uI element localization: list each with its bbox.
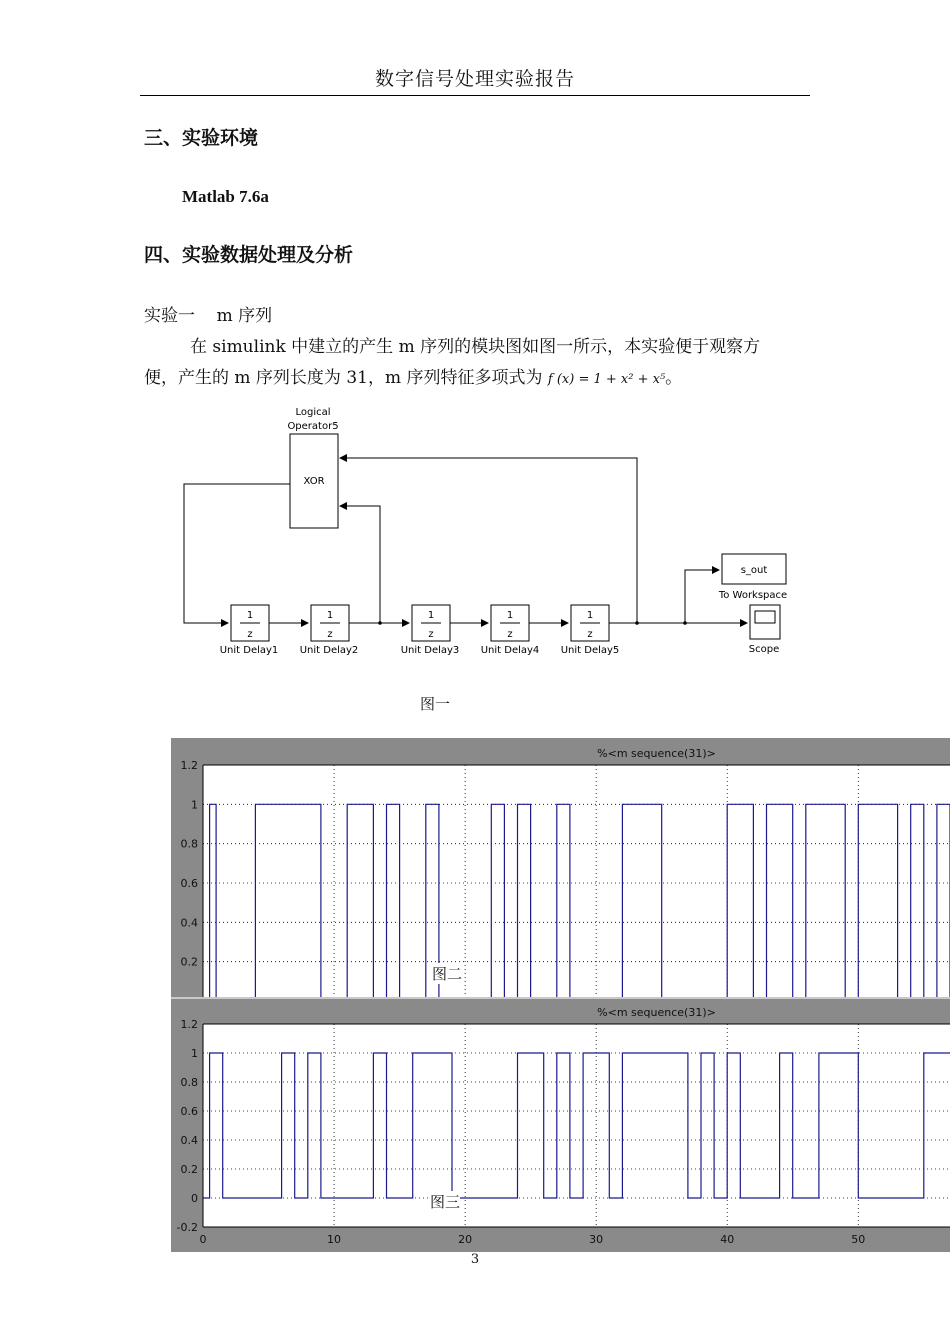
y-tick-label: 0.8: [180, 1076, 198, 1089]
x-tick-label: 20: [458, 1233, 473, 1246]
paragraph-line-1: 在 simulink 中建立的产生 m 序列的模块图如图一所示，本实验便于观察方: [190, 337, 761, 357]
unit-delay-3[interactable]: [401, 605, 460, 656]
page-header: 数字信号处理实验报告: [374, 68, 575, 90]
x-tick-label: 50: [851, 1233, 866, 1246]
chart-bottom: [171, 998, 950, 1252]
y-tick-label: 0.6: [180, 1105, 198, 1118]
unit-delay-2[interactable]: [300, 605, 359, 656]
y-tick-label: -0.2: [176, 1221, 198, 1234]
section-4-heading: 四、实验数据处理及分析: [144, 244, 354, 266]
chart-title: %<m sequence(31)>: [597, 747, 716, 760]
delay-den: z: [507, 629, 513, 640]
y-tick-label: 0.4: [180, 1134, 198, 1147]
unit-delay-1[interactable]: [220, 605, 279, 656]
y-tick-label: 0.6: [180, 877, 198, 890]
delay-num: 1: [246, 610, 254, 621]
delay-den: z: [247, 629, 253, 640]
xor-title-2: Operator5: [287, 421, 339, 432]
figure-1-caption: 图一: [420, 695, 451, 713]
delay-den: z: [327, 629, 333, 640]
delay-label: Unit Delay4: [480, 645, 540, 656]
to-workspace-block[interactable]: [718, 554, 787, 601]
xor-label: XOR: [303, 476, 325, 487]
scope-caption: Scope: [748, 644, 780, 655]
plot-area: [203, 1024, 950, 1227]
x-tick-label: 0: [199, 1233, 207, 1246]
header-rule: [140, 95, 810, 96]
workspace-var: s_out: [740, 565, 768, 576]
x-tick-label: 30: [589, 1233, 604, 1246]
paragraph-line-2: [144, 363, 812, 395]
y-tick-label: 0.8: [180, 837, 198, 851]
x-tick-label: 10: [327, 1233, 342, 1246]
delay-label: Unit Delay2: [299, 645, 359, 656]
delay-num: 1: [427, 610, 435, 621]
unit-delay-5[interactable]: [561, 605, 620, 656]
paragraph: [144, 332, 812, 395]
experiment-1-title: 实验一 m 序列: [144, 306, 273, 326]
wires: [184, 458, 747, 623]
page-number: 3: [470, 1252, 480, 1267]
scope-block[interactable]: [749, 605, 780, 655]
paragraph-end: 。: [665, 368, 683, 388]
delay-num: 1: [506, 610, 514, 621]
delay-den: z: [587, 629, 593, 640]
y-tick-label: 1.2: [180, 759, 198, 772]
environment-text: Matlab 7.6a: [182, 187, 269, 206]
delay-den: z: [428, 629, 434, 640]
figure-3-caption: 图三: [430, 1193, 461, 1211]
figure-2-caption: 图二: [432, 965, 463, 983]
delay-num: 1: [586, 610, 594, 621]
xor-title-1: Logical: [295, 407, 331, 418]
chart-top: [171, 738, 950, 998]
simulink-diagram: [140, 400, 800, 670]
scope-plot-top: [171, 738, 950, 998]
y-tick-label: 0: [191, 1192, 198, 1205]
y-tick-label: 1: [191, 798, 198, 812]
workspace-caption: To Workspace: [718, 590, 788, 601]
delay-label: Unit Delay1: [219, 645, 279, 656]
scope-plot-bottom: [171, 998, 950, 1252]
x-tick-label: 40: [720, 1233, 735, 1246]
paragraph-text: 便，产生的 m 序列长度为 31，m 序列特征多项式为: [144, 368, 543, 388]
y-tick-label: 1: [191, 1047, 198, 1060]
unit-delay-4[interactable]: [481, 605, 540, 656]
delay-label: Unit Delay5: [560, 645, 620, 656]
delay-label: Unit Delay3: [400, 645, 460, 656]
section-3-heading: 三、实验环境: [144, 127, 259, 149]
y-tick-label: 1.2: [180, 1018, 198, 1031]
delay-num: 1: [326, 610, 334, 621]
y-tick-label: 0.2: [180, 1163, 198, 1176]
plot-divider: [171, 997, 950, 999]
y-tick-label: 0.2: [180, 955, 198, 969]
chart-title: %<m sequence(31)>: [597, 1006, 716, 1019]
polynomial-formula: f (x) = 1 + x² + x⁵: [547, 372, 666, 387]
y-tick-label: 0.4: [180, 916, 198, 930]
